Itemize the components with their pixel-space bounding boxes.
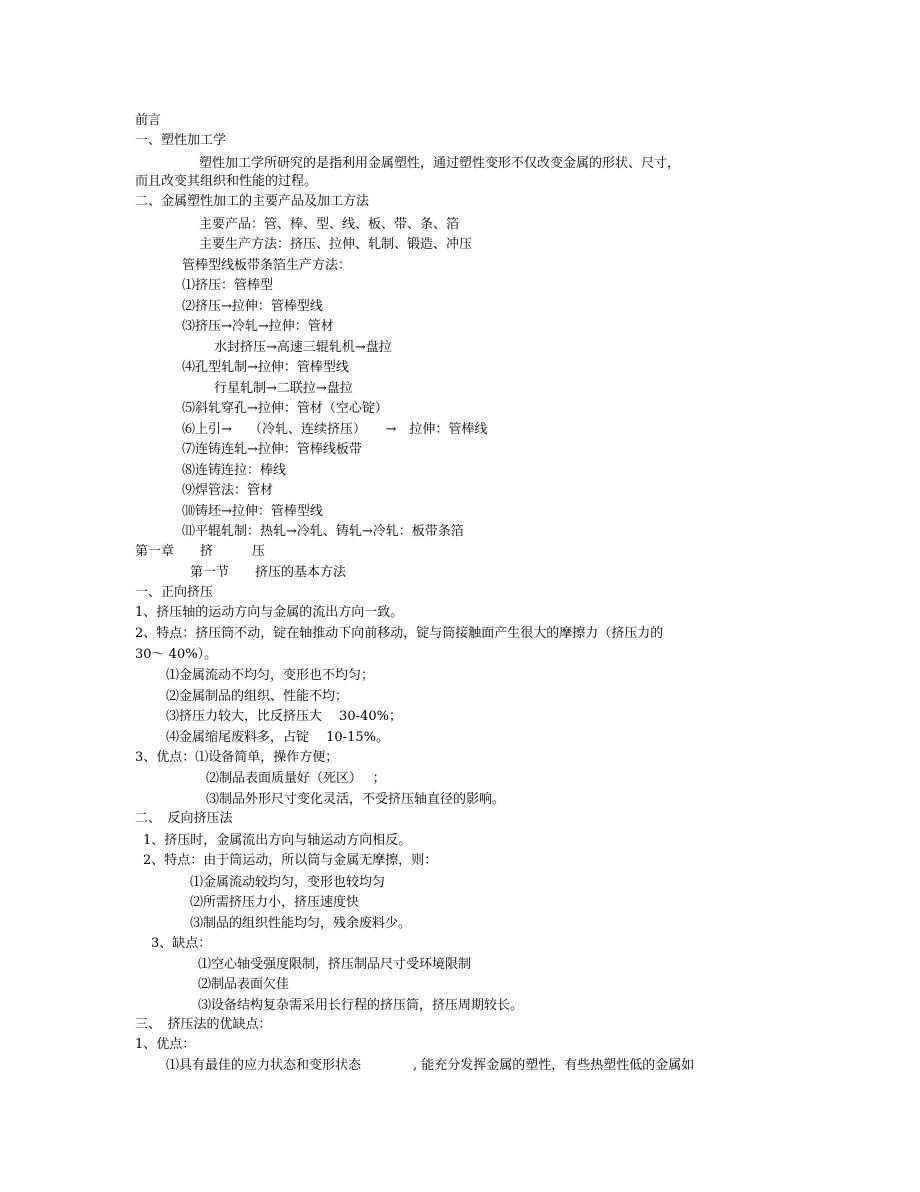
heading-line: 二、 反向挤压法 bbox=[135, 811, 233, 826]
list-item: ⑵挤压→拉伸：管棒型线 bbox=[182, 299, 323, 314]
text-line: 而且改变其组织和性能的过程。 bbox=[135, 174, 318, 189]
text-line: 30～ 40%）。 bbox=[135, 647, 218, 662]
list-item: ⑵制品表面质量好（死区） ； bbox=[206, 771, 386, 786]
list-item: ⑴金属流动不均匀，变形也不均匀； bbox=[166, 668, 375, 683]
heading-line: 二、金属塑性加工的主要产品及加工方法 bbox=[135, 194, 370, 209]
list-item: ⑶挤压力较大，比反挤压大 30-40%； bbox=[166, 709, 402, 724]
list-item: ⑶设备结构复杂需采用长行程的挤压筒，挤压周期较长。 bbox=[198, 998, 524, 1013]
list-item: ⑵所需挤压力小，挤压速度快 bbox=[190, 895, 360, 910]
list-item: ⑸斜轧穿孔→拉伸：管材（空心锭） bbox=[182, 401, 388, 416]
text-line: 3、优点：⑴设备简单，操作方便； bbox=[135, 750, 339, 765]
list-item: ⑶制品外形尺寸变化灵活，不受挤压轴直径的影响。 bbox=[206, 792, 506, 807]
text-line: 2、特点：由于筒运动，所以筒与金属无摩擦，则： bbox=[143, 853, 438, 868]
list-item: ⑶制品的组织性能均匀，残余废料少。 bbox=[190, 916, 412, 931]
list-item: ⑺连铸连轧→拉伸：管棒线板带 bbox=[182, 442, 362, 457]
text-line: 1、挤压轴的运动方向与金属的流出方向一致。 bbox=[135, 605, 404, 620]
list-item: ⑼焊管法：管材 bbox=[182, 483, 274, 498]
section-title: 第一节 挤压的基本方法 bbox=[190, 565, 347, 580]
text-line: 1、优点： bbox=[135, 1037, 196, 1052]
list-item: ⑴挤压：管棒型 bbox=[182, 278, 274, 293]
list-item: 水封挤压→高速三辊轧机→盘拉 bbox=[214, 340, 392, 355]
list-item: ⑷金属缩尾废料多，占锭 10-15%。 bbox=[166, 730, 389, 745]
text-line: 1、挤压时，金属流出方向与轴运动方向相反。 bbox=[143, 833, 412, 848]
text-line: 管棒型线板带条箔生产方法： bbox=[182, 258, 352, 273]
list-item: 行星轧制→二联拉→盘拉 bbox=[214, 381, 353, 396]
list-item: ⑴金属流动较均匀，变形也较均匀 bbox=[190, 875, 386, 890]
list-item: ⑵制品表面欠佳 bbox=[198, 977, 290, 992]
text-line: 2、特点：挤压筒不动，锭在轴推动下向前移动，锭与筒接触面产生很大的摩擦力（挤压力的 bbox=[135, 626, 664, 641]
text-line: 主要生产方法：挤压、拉伸、轧制、锻造、冲压 bbox=[199, 237, 473, 252]
chapter-title: 第一章 挤 压 bbox=[135, 544, 266, 559]
list-item: ⑶挤压→冷轧→拉伸：管材 bbox=[182, 319, 334, 334]
list-item: ⑹上引→ （冷轧、连续挤压） → 拉伸：管棒线 bbox=[182, 422, 488, 437]
list-item: ⑴空心轴受强度限制，挤压制品尺寸受环境限制 bbox=[198, 957, 472, 972]
text-line: 前言 bbox=[135, 113, 162, 128]
heading-line: 三、 挤压法的优缺点： bbox=[135, 1017, 272, 1032]
text-line: 主要产品：管、棒、型、线、板、带、条、箔 bbox=[199, 217, 460, 232]
text-line: 3、缺点： bbox=[151, 936, 212, 951]
list-item: ⑵金属制品的组织、性能不均； bbox=[166, 689, 349, 704]
list-item: ⑴具有最佳的应力状态和变形状态 , 能充分发挥金属的塑性，有些热塑性低的金属如 bbox=[166, 1058, 695, 1073]
list-item: ⑷孔型轧制→拉伸：管棒型线 bbox=[182, 360, 349, 375]
list-item: ⑻连铸连拉：棒线 bbox=[182, 463, 287, 478]
list-item: ⑾平辊轧制：热轧→冷轧、铸轧→冷轧：板带条箔 bbox=[182, 524, 464, 539]
heading-line: 一、塑性加工学 bbox=[135, 133, 227, 148]
list-item: ⑽铸坯→拉伸：管棒型线 bbox=[182, 504, 323, 519]
text-line: 塑性加工学所研究的是指利用金属塑性，通过塑性变形不仅改变金属的形状、尺寸， bbox=[199, 156, 681, 171]
heading-line: 一、正向挤压 bbox=[135, 585, 214, 600]
